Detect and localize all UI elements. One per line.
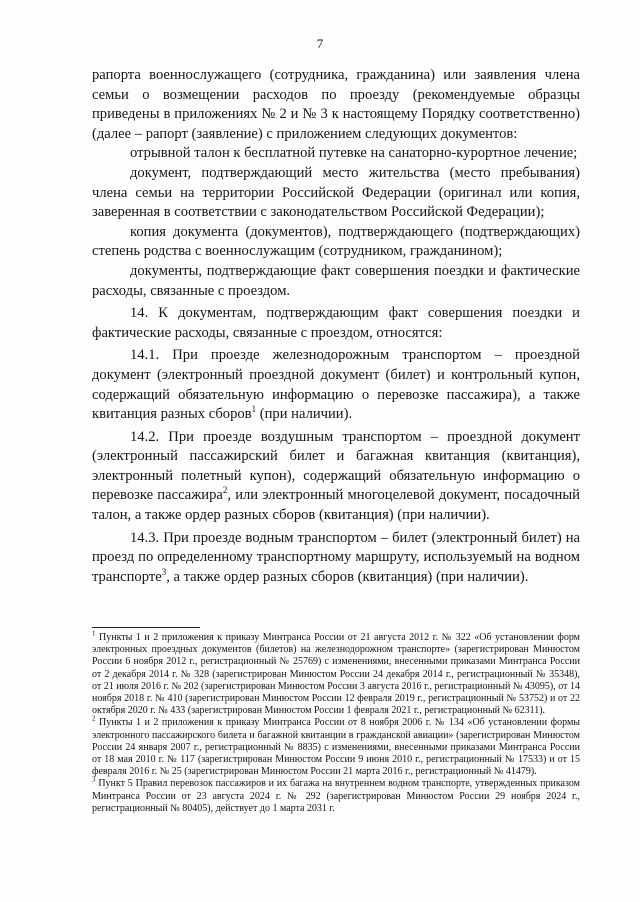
- paragraph-14-1: 14.1. При проезде железнодорожным транспортом – проездной документ (электронный проездной документ (билет) и контрольный купон, содержащий обязательную информацию о перевозке пассажира), а также квитанция разных сборов$^1$ (при наличии).: [92, 347, 580, 423]
- paragraph-kinship: копия документа (документов), подтверждающего (подтверждающих) степень родства с военнослужащим (сотрудником, гражданином);: [92, 223, 580, 260]
- page-number: 7: [316, 36, 324, 51]
- paragraph-travel-docs: документы, подтверждающие факт совершения поездки и фактические расходы, связанные с проездом.: [92, 262, 580, 299]
- document-body: [92, 66, 580, 587]
- footnote-ref-1[interactable]: 1: [251, 404, 257, 415]
- paragraph-residence: документ, подтверждающий место жительства (место пребывания) члена семьи на территории Российской Федерации (оригинал или копия, заверенная в соответствии с законодательством Российской Федерации);: [92, 164, 580, 221]
- footnote-2: $^2$ Пункты 1 и 2 приложения к приказу Минтранса России от 8 ноября 2006 г. № 134 «Об установлении формы электронного пассажирского билета и багажной квитанции в гражданской авиации» (зарегистрирован Минюстом России 24 января 2007 г., регистрационный № 8835) с изменениями, внесенными приказами Минтранса России от 18 мая 2010 г. № 117 (зарегистрирован Минюстом России 9 июня 2010 г., регистрационный № 17533) и от 15 февраля 2016 г. № 25 (зарегистрирован Минюстом России 21 марта 2016 г., регистрационный № 41479).: [92, 715, 580, 778]
- footnote-divider: [92, 627, 200, 628]
- footnotes: [92, 629, 580, 815]
- paragraph-14: 14. К документам, подтверждающим факт совершения поездки и фактические расходы, связанные с проездом, относятся:: [92, 305, 580, 341]
- paragraph-talon: отрывной талон к бесплатной путевке на санаторно-курортное лечение;: [130, 145, 578, 162]
- footnote-ref-2[interactable]: 2: [222, 485, 228, 496]
- footnote-1: $^1$ Пункты 1 и 2 приложения к приказу Минтранса России от 21 августа 2012 г. № 322 «Об установлении форм электронных проездных документов (билетов) на железнодорожном транспорте» (зарегистрирован Минюстом России 6 ноября 2012 г., регистрационный № 25769) с изменениями, внесенными приказами Минтранса России от 2 декабря 2014 г. № 328 (зарегистрирован Минюстом России 24 декабря 2014 г., регистрационный № 35348), от 21 июля 2016 г. № 202 (зарегистрирован Минюстом России 3 августа 2016 г., регистрационный № 43095), от 14 ноября 2018 г. № 410 (зарегистрирован Минюстом России 12 февраля 2019 г., регистрационный № 53752) и от 22 октября 2020 г. № 433 (зарегистрирован Минюстом России 1 февраля 2021 г., регистрационный № 62311).: [92, 629, 580, 717]
- footnote-3: $^3$ Пункт 5 Правил перевозок пассажиров и их багажа на внутреннем водном транспорте, утвержденных приказом Минтранса России от 23 августа 2024 г. № 292 (зарегистрирован Минюстом России 29 ноября 2024 г., регистрационный № 80405), действует до 1 марта 2031 г.: [92, 776, 580, 814]
- footnote-ref-3[interactable]: 3: [161, 566, 167, 577]
- paragraph-14-3: 14.3. При проезде водным транспортом – билет (электронный билет) на проезд по определенному транспортному маршруту, используемый на водном транспорте$^3$, а также ордер разных сборов (квитанция) (при наличии).: [92, 529, 580, 585]
- paragraph-raport: рапорта военнослужащего (сотрудника, гражданина) или заявления члена семьи о возмещении расходов по проезду (рекомендуемые образцы приведены в приложениях № 2 и № 3 к настоящему Порядку соответственно) (далее – рапорт (заявление) с приложением следующих документов:: [92, 67, 580, 142]
- paragraph-14-2: 14.2. При проезде воздушным транспортом – проездной документ (электронный пассажирский билет и багажная квитанция (квитанция), электронный полетный купон), содержащий обязательную информацию о перевозке пассажира$^2$, или электронный многоцелевой документ, посадочный талон, а также ордер разных сборов (квитанция) (при наличии).: [92, 428, 580, 524]
